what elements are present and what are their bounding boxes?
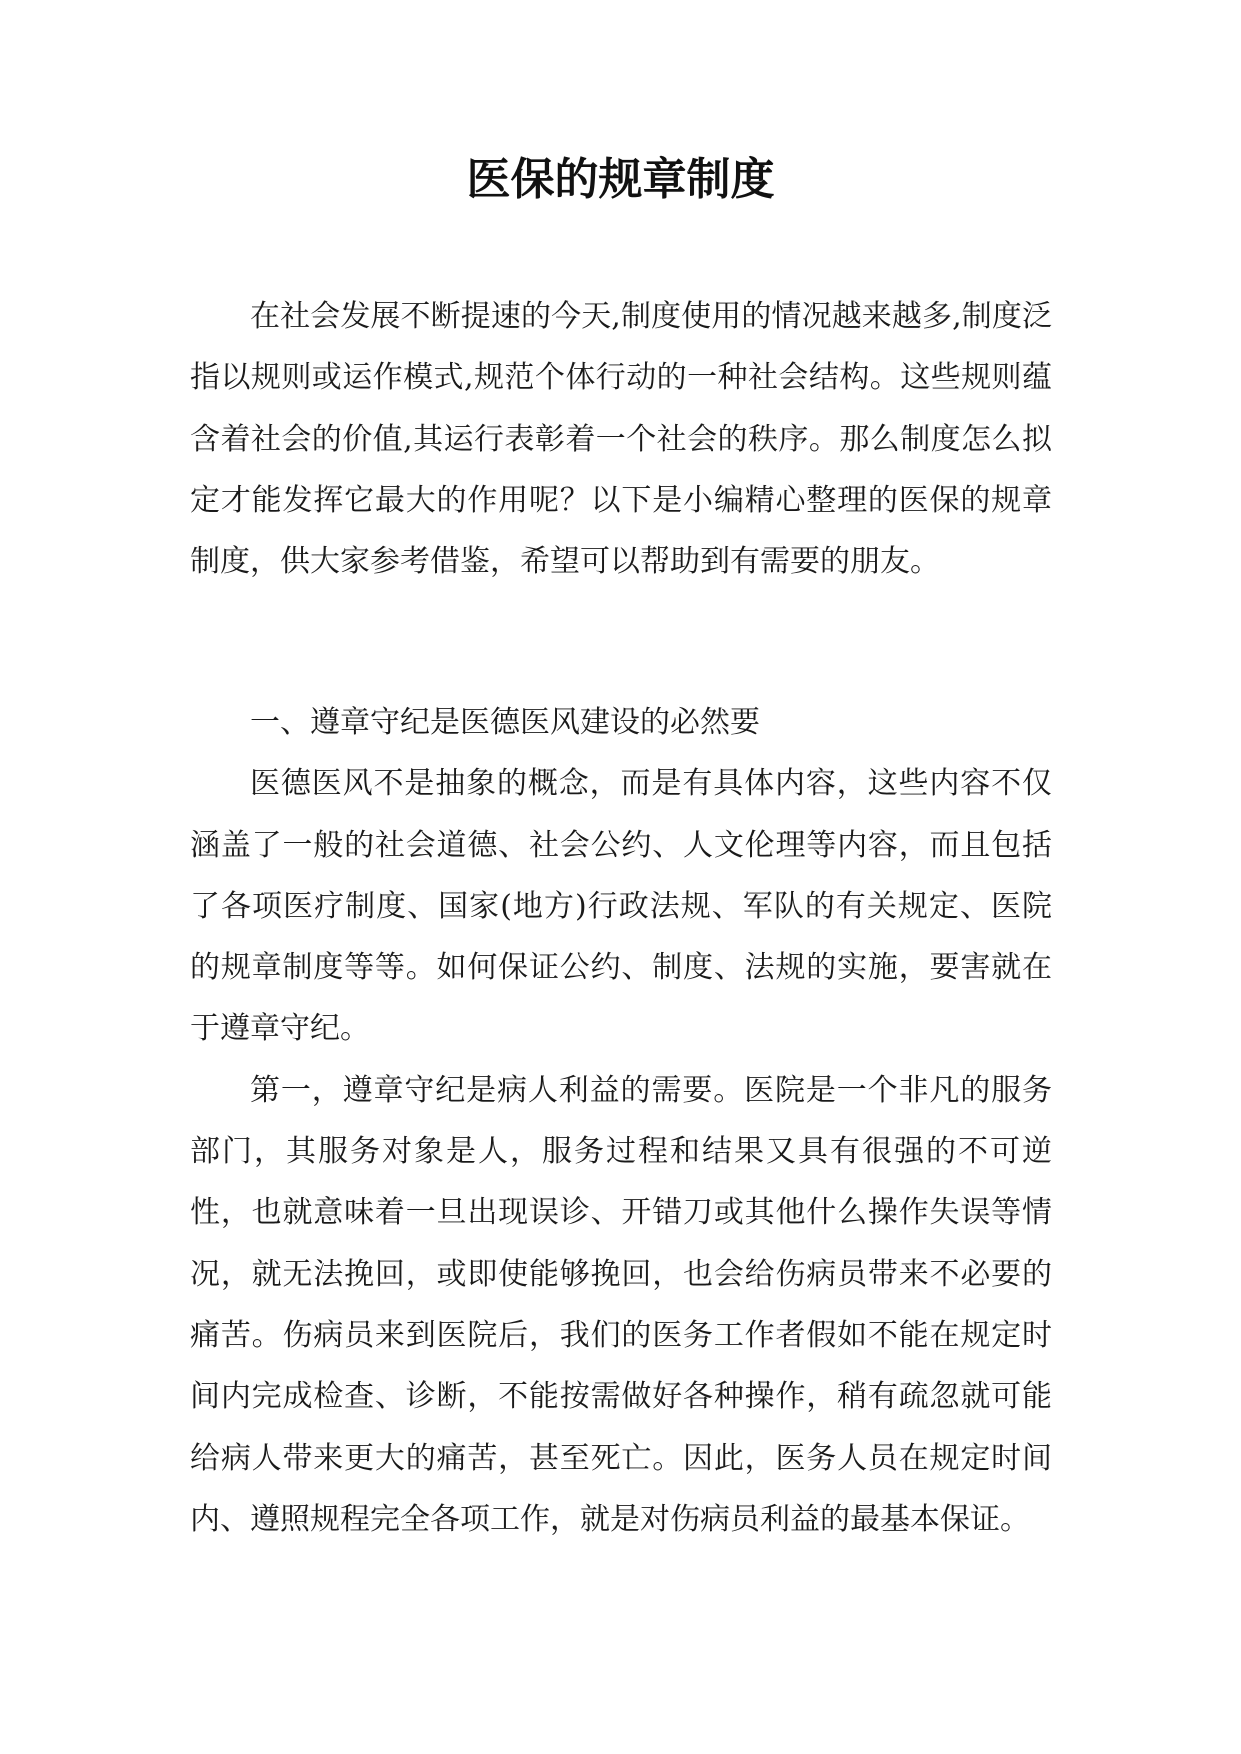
body-paragraph: 第一，遵章守纪是病人利益的需要。医院是一个非凡的服务部门，其服务对象是人，服务过程和结果又具有很强的不可逆性，也就意味着一旦出现误诊、开错刀或其他什么操作失误等情况，就无法挽回，或即使能够挽回，也会给伤病员带来不必要的痛苦。伤病员来到医院后，我们的医务工作者假如不能在规定时间内完成检查、诊断，不能按需做好各种操作，稍有疏忽就可能给病人带来更大的痛苦，甚至死亡。因此，医务人员在规定时间内、遵照规程完全各项工作，就是对伤病员利益的最基本保证。 <box>190 1072 1052 1537</box>
document-title: 医保的规章制度 <box>466 154 775 205</box>
intro-block <box>190 286 1052 592</box>
body-paragraph: 医德医风不是抽象的概念，而是有具体内容，这些内容不仅涵盖了一般的社会道德、社会公约、人文伦理等内容，而且包括了各项医疗制度、国家(地方)行政法规、军队的有关规定、医院的规章制度等等。如何保证公约、制度、法规的实施，要害就在于遵章守纪。 <box>190 766 1052 1047</box>
section-heading: 一、遵章守纪是医德医风建设的必然要 <box>250 705 760 740</box>
intro-paragraph: 在社会发展不断提速的今天,制度使用的情况越来越多,制度泛指以规则或运作模式,规范个体行动的一种社会结构。这些规则蕴含着社会的价值,其运行表彰着一个社会的秩序。那么制度怎么拟定才能发挥它最大的作用呢？以下是小编精心整理的医保的规章制度，供大家参考借鉴，希望可以帮助到有需要的朋友。 <box>190 299 1052 580</box>
section-block <box>190 692 1052 1550</box>
